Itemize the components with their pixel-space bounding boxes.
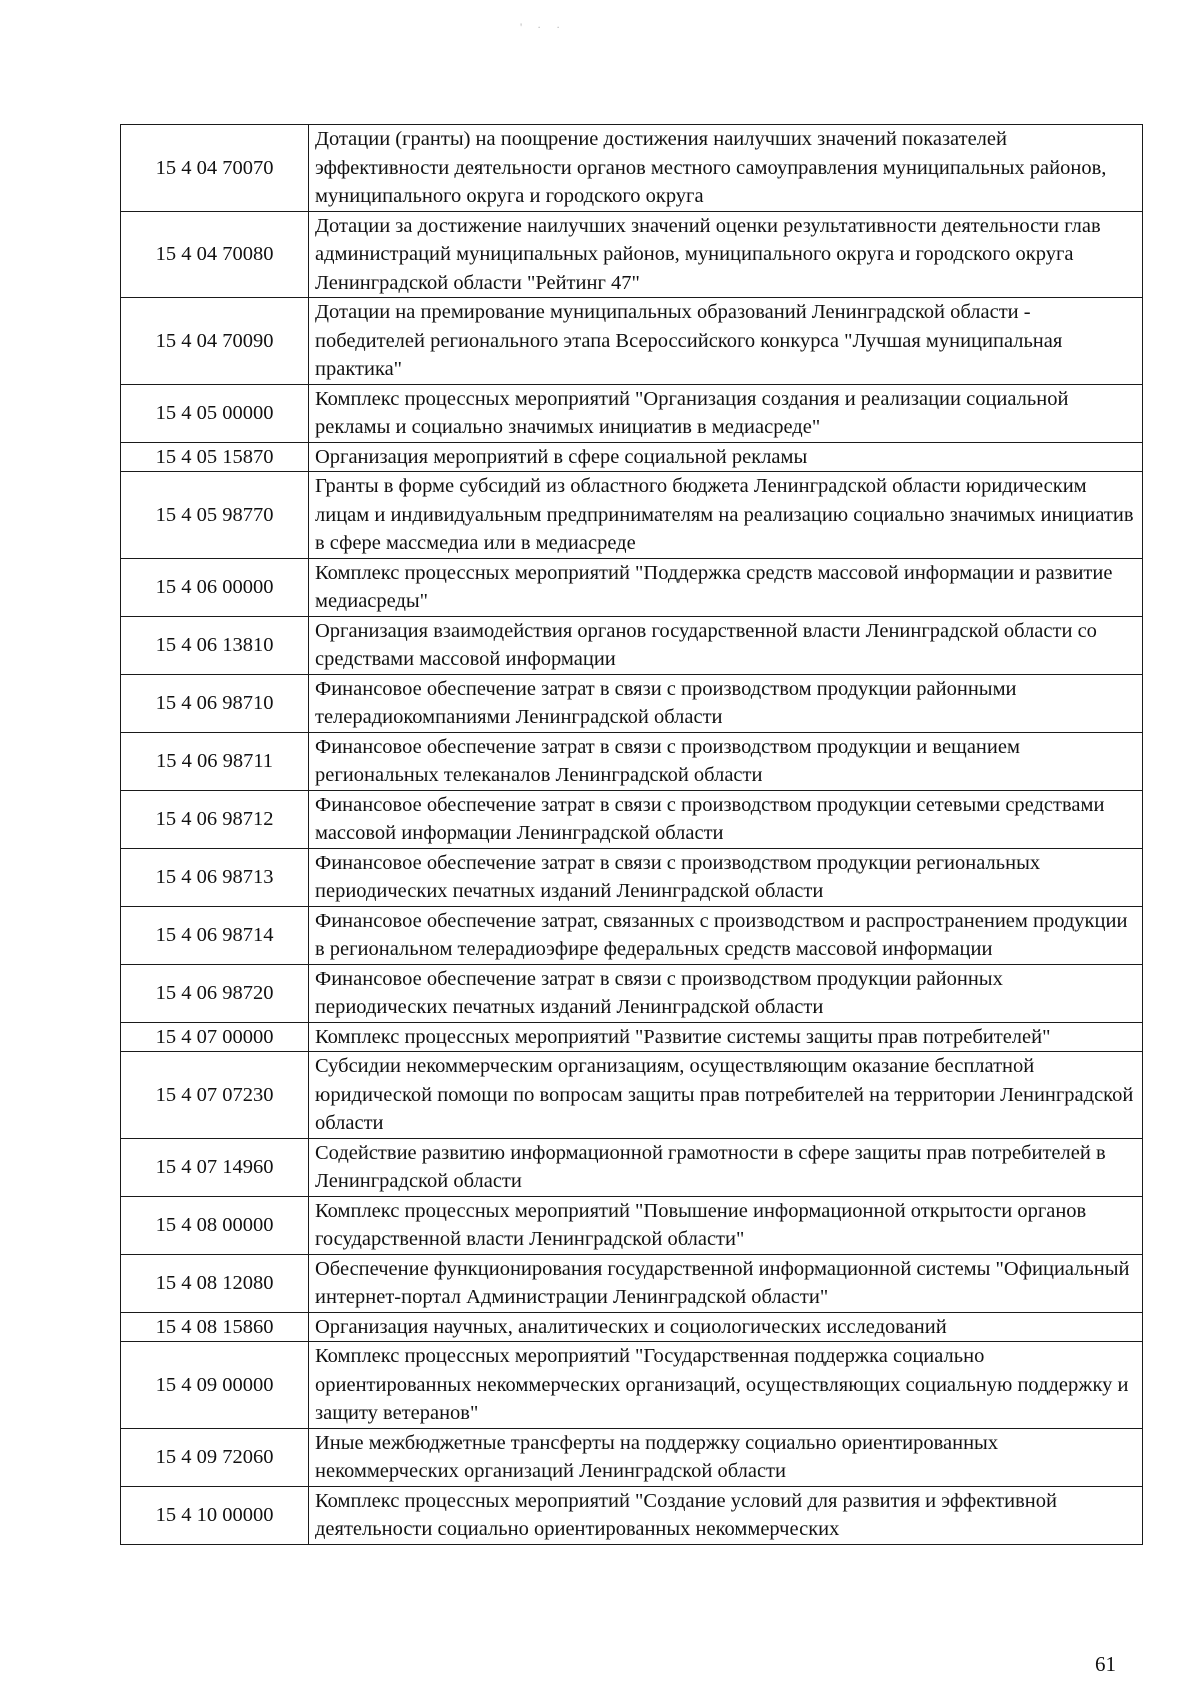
table-row	[121, 1254, 1143, 1312]
row-description: Организация мероприятий в сфере социальной рекламы	[309, 442, 1143, 472]
page-number: 61	[1095, 1652, 1116, 1676]
table-row	[121, 384, 1143, 442]
row-code: 15 4 05 15870	[121, 442, 309, 472]
table-row	[121, 1052, 1143, 1139]
scan-artifact: ' · ·	[520, 20, 567, 34]
table-row	[121, 472, 1143, 559]
row-code: 15 4 09 72060	[121, 1428, 309, 1486]
row-description: Финансовое обеспечение затрат в связи с производством продукции районных периодических печатных изданий Ленинградской области	[309, 964, 1143, 1022]
row-code: 15 4 04 70070	[121, 125, 309, 212]
row-code: 15 4 09 00000	[121, 1342, 309, 1429]
row-description: Комплекс процессных мероприятий "Поддержка средств массовой информации и развитие медиасреды"	[309, 558, 1143, 616]
table-row	[121, 906, 1143, 964]
row-description: Иные межбюджетные трансферты на поддержку социально ориентированных некоммерческих организаций Ленинградской области	[309, 1428, 1143, 1486]
row-code: 15 4 08 15860	[121, 1312, 309, 1342]
table-row	[121, 298, 1143, 385]
row-description: Организация взаимодействия органов государственной власти Ленинградской области со средствами массовой информации	[309, 616, 1143, 674]
row-code: 15 4 06 98713	[121, 848, 309, 906]
row-code: 15 4 05 00000	[121, 384, 309, 442]
row-code: 15 4 08 00000	[121, 1196, 309, 1254]
table-row	[121, 442, 1143, 472]
row-code: 15 4 06 00000	[121, 558, 309, 616]
table-row	[121, 964, 1143, 1022]
row-code: 15 4 04 70090	[121, 298, 309, 385]
row-description: Дотации (гранты) на поощрение достижения наилучших значений показателей эффективности деятельности органов местного самоуправления муниципальных районов, муниципального округа и городского округа	[309, 125, 1143, 212]
row-description: Финансовое обеспечение затрат в связи с производством продукции региональных периодических печатных изданий Ленинградской области	[309, 848, 1143, 906]
row-description: Дотации на премирование муниципальных образований Ленинградской области - победителей регионального этапа Всероссийского конкурса "Лучшая муниципальная практика"	[309, 298, 1143, 385]
table-row	[121, 616, 1143, 674]
row-description: Финансовое обеспечение затрат в связи с производством продукции и вещанием региональных телеканалов Ленинградской области	[309, 732, 1143, 790]
table-body	[121, 125, 1143, 1545]
row-description: Организация научных, аналитических и социологических исследований	[309, 1312, 1143, 1342]
table-row	[121, 558, 1143, 616]
row-code: 15 4 06 98714	[121, 906, 309, 964]
row-code: 15 4 04 70080	[121, 211, 309, 298]
row-code: 15 4 06 13810	[121, 616, 309, 674]
table-row	[121, 1196, 1143, 1254]
row-code: 15 4 08 12080	[121, 1254, 309, 1312]
row-description: Комплекс процессных мероприятий "Повышение информационной открытости органов государственной власти Ленинградской области"	[309, 1196, 1143, 1254]
table-row	[121, 790, 1143, 848]
row-description: Финансовое обеспечение затрат в связи с производством продукции сетевыми средствами массовой информации Ленинградской области	[309, 790, 1143, 848]
row-description: Обеспечение функционирования государственной информационной системы "Официальный интернет-портал Администрации Ленинградской области"	[309, 1254, 1143, 1312]
table-row	[121, 211, 1143, 298]
table-row	[121, 732, 1143, 790]
table-row	[121, 1312, 1143, 1342]
table-row	[121, 674, 1143, 732]
row-code: 15 4 07 07230	[121, 1052, 309, 1139]
row-description: Субсидии некоммерческим организациям, осуществляющим оказание бесплатной юридической помощи по вопросам защиты прав потребителей на территории Ленинградской области	[309, 1052, 1143, 1139]
row-code: 15 4 06 98720	[121, 964, 309, 1022]
row-description: Дотации за достижение наилучших значений оценки результативности деятельности глав администраций муниципальных районов, муниципального округа и городского округа Ленинградской области "Рейтинг 47"	[309, 211, 1143, 298]
row-description: Содействие развитию информационной грамотности в сфере защиты прав потребителей в Ленинградской области	[309, 1138, 1143, 1196]
row-description: Финансовое обеспечение затрат, связанных с производством и распространением продукции в региональном телерадиоэфире федеральных средств массовой информации	[309, 906, 1143, 964]
budget-classification-table	[120, 124, 1143, 1545]
row-code: 15 4 06 98712	[121, 790, 309, 848]
table-row	[121, 125, 1143, 212]
table-row	[121, 1486, 1143, 1544]
table-row	[121, 1428, 1143, 1486]
row-description: Комплекс процессных мероприятий "Создание условий для развития и эффективной деятельности социально ориентированных некоммерческих	[309, 1486, 1143, 1544]
row-code: 15 4 07 14960	[121, 1138, 309, 1196]
table-row	[121, 1342, 1143, 1429]
row-description: Гранты в форме субсидий из областного бюджета Ленинградской области юридическим лицам и индивидуальным предпринимателям на реализацию социально значимых инициатив в сфере массмедиа или в медиасреде	[309, 472, 1143, 559]
row-code: 15 4 06 98711	[121, 732, 309, 790]
row-description: Комплекс процессных мероприятий "Организация создания и реализации социальной рекламы и социально значимых инициатив в медиасреде"	[309, 384, 1143, 442]
table-row	[121, 848, 1143, 906]
row-description: Финансовое обеспечение затрат в связи с производством продукции районными телерадиокомпаниями Ленинградской области	[309, 674, 1143, 732]
row-code: 15 4 06 98710	[121, 674, 309, 732]
row-description: Комплекс процессных мероприятий "Развитие системы защиты прав потребителей"	[309, 1022, 1143, 1052]
row-code: 15 4 10 00000	[121, 1486, 309, 1544]
row-code: 15 4 05 98770	[121, 472, 309, 559]
row-code: 15 4 07 00000	[121, 1022, 309, 1052]
table-row	[121, 1022, 1143, 1052]
row-description: Комплекс процессных мероприятий "Государственная поддержка социально ориентированных некоммерческих организаций, осуществляющих социальную поддержку и защиту ветеранов"	[309, 1342, 1143, 1429]
table-row	[121, 1138, 1143, 1196]
